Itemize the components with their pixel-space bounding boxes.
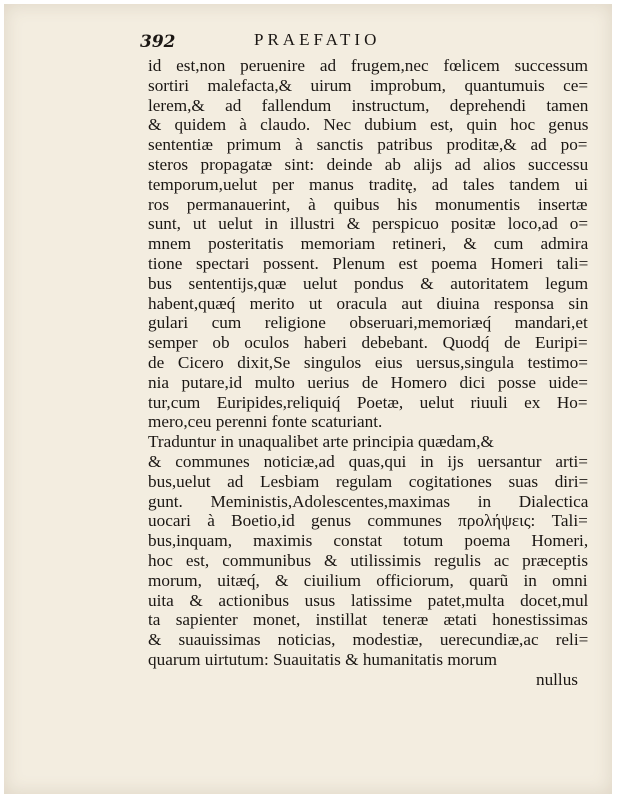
catchword: nullus	[535, 669, 578, 689]
text-line: bus,uelut ad Lesbiam regulam cogitationes suas diri=	[148, 471, 589, 491]
text-line: uita & actionibus usus latissime patet,multa docet,mul	[148, 590, 589, 610]
body-text	[148, 56, 588, 690]
scanned-page	[4, 4, 612, 794]
text-line: de Cicero dixit,Se singulos eius uersus,singula testimo=	[148, 352, 588, 372]
text-line: & quidem à claudo. Nec dubium est, quin hoc genus	[148, 115, 589, 135]
text-line: uocari à Boetio,id genus communes προλήψεις: Tali=	[148, 511, 588, 531]
text-line: bus,inquam, maximis constat totum poema Homeri,	[148, 531, 589, 551]
text-line: ros permanauerint, à quibus his monumentis insertæ	[148, 194, 588, 214]
text-line: nia putare,id multo uerius de Homero dici posse uide=	[148, 372, 588, 392]
text-line: & suauissimas noticias, modestiæ, uerecundiæ,ac reli=	[148, 630, 589, 650]
text-line: lerem,& ad fallendum instructum, deprehendi tamen	[148, 95, 589, 115]
text-line: sortiri malefacta,& uirum improbum, quantumuis ce=	[148, 75, 589, 95]
text-line: sententiæ primum à sanctis patribus proditæ,& ad po=	[148, 135, 588, 155]
text-line: gulari cum religione obseruari,memoriæq́ mandari,et	[148, 313, 588, 333]
text-line: id est,non peruenire ad frugem,nec fœlicem successum	[148, 56, 589, 75]
text-line: quarum uirtutum: Suauitatis & humanitatis morum	[148, 649, 497, 669]
text-line: mero,ceu perenni fonte scaturiant.	[148, 412, 383, 432]
text-line: gunt. Meministis,Adolescentes,maximas in Dialectica	[148, 491, 589, 511]
text-line: Traduntur in unaqualibet arte principia quædam,&	[148, 432, 494, 452]
text-line: bus sententijs,quæ uelut pondus & autoritatem legum	[148, 273, 589, 293]
text-line: hoc est, communibus & utilissimis regulis ac præceptis	[148, 550, 589, 570]
text-line: steros propagatæ sint: deinde ab alijs ad alios successu	[148, 154, 589, 174]
text-line: sunt, ut uelut in illustri & perspicuo positæ loco,ad o=	[148, 214, 589, 234]
text-line: morum, uitæq́, & ciuilium officiorum, quarũ in omni	[148, 570, 588, 590]
text-line: tione spectari possent. Plenum est poema Homeri tali=	[148, 253, 589, 273]
text-line: habent,quæq́ merito ut oracula aut diuina responsa sin	[148, 293, 589, 313]
text-line: tur,cum Euripides,reliquiq́ Poetæ, uelut riuuli ex Ho=	[148, 392, 588, 412]
text-line: & communes noticiæ,ad quas,qui in ijs uersantur arti=	[148, 451, 588, 471]
text-line: ta sapienter monet, instillat teneræ ætati honestissimas	[148, 610, 588, 630]
text-line: temporum,uelut per manus traditę, ad tales tandem ui	[148, 174, 589, 194]
page-number: 392	[140, 32, 176, 52]
text-line: semper ob oculos haberi debebant. Quodq́ de Euripi=	[148, 333, 588, 353]
text-line: mnem posteritatis memoriam retineri, & cum admira	[148, 234, 589, 254]
running-head: PRAEFATIO	[254, 30, 381, 49]
